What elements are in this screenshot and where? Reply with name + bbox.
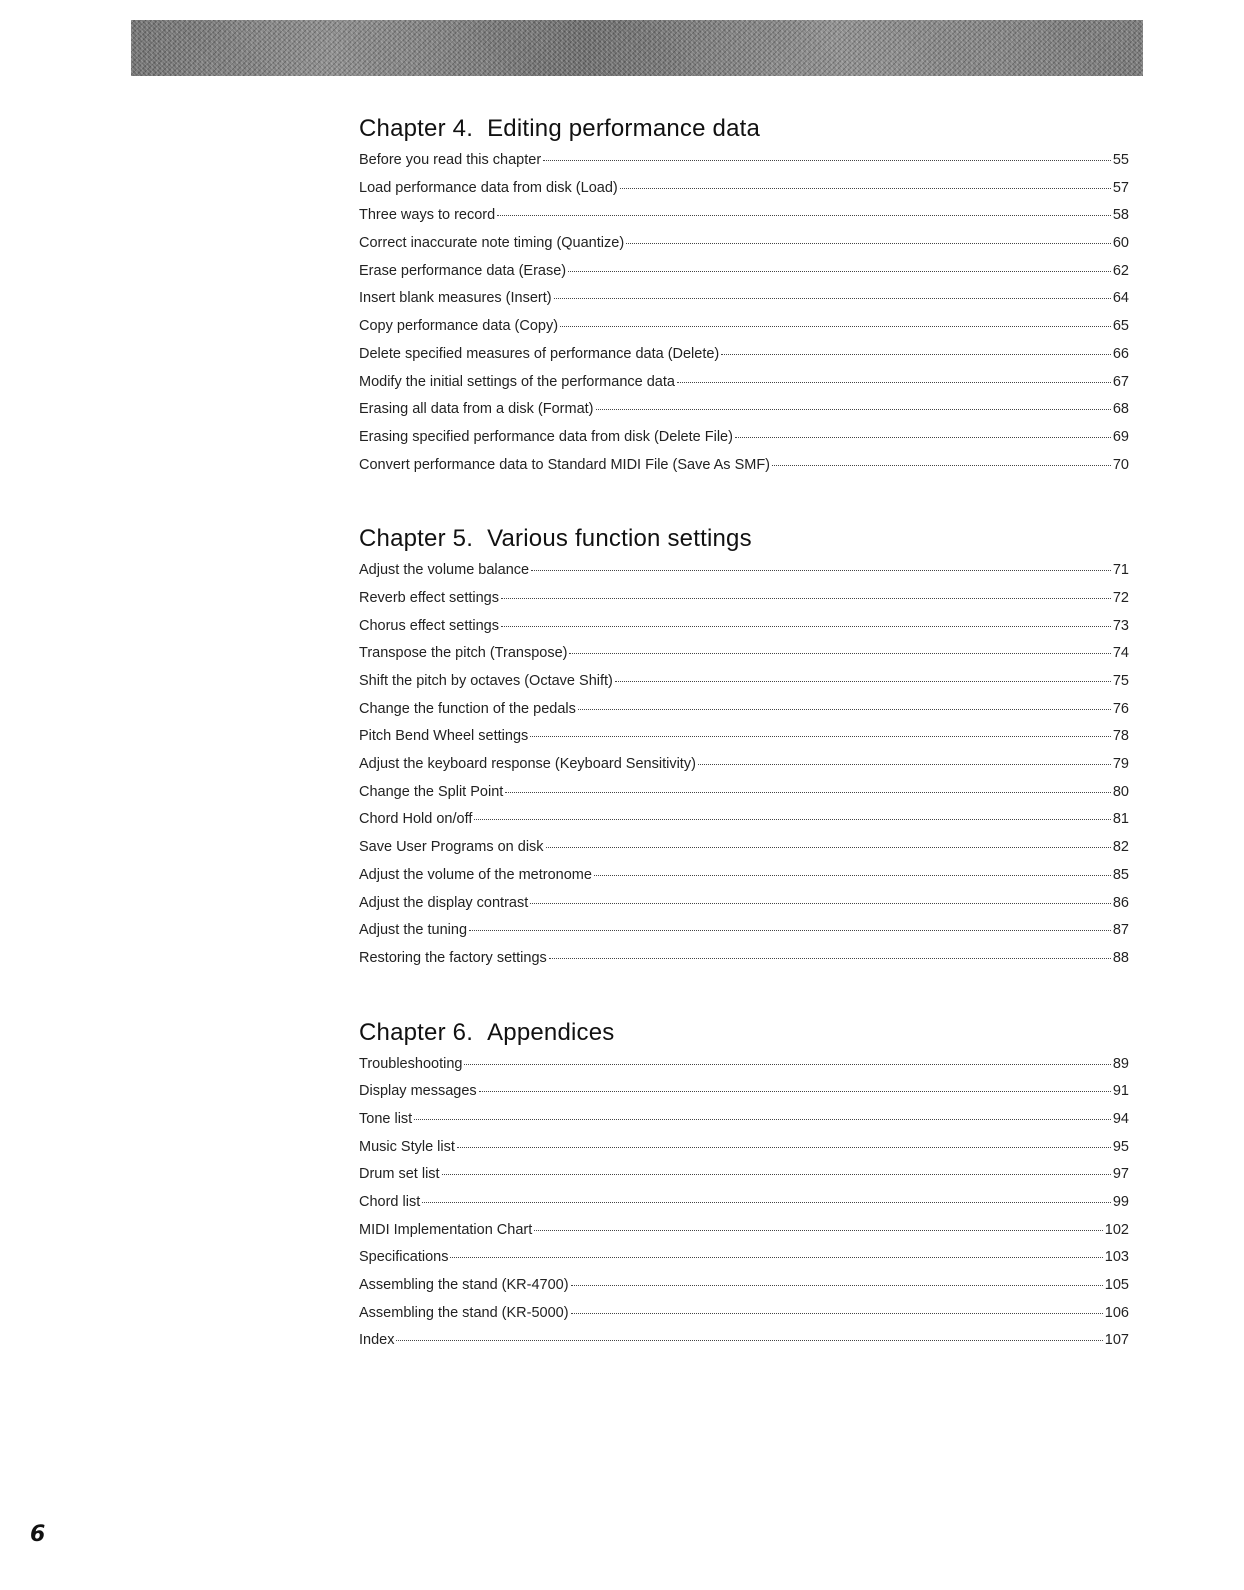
toc-entry-label: Adjust the display contrast <box>359 894 529 911</box>
toc-entry-label: Pitch Bend Wheel settings <box>359 728 529 745</box>
toc-entry[interactable] <box>359 562 1129 590</box>
toc-entry-label: Troubleshooting <box>359 1055 463 1072</box>
toc-entry-label: Delete specified measures of performance data (Delete) <box>359 345 720 362</box>
toc-entry[interactable] <box>359 811 1129 839</box>
toc-entry-label: Correct inaccurate note timing (Quantize) <box>359 235 625 252</box>
toc-entry-page: 87 <box>1112 922 1129 939</box>
toc-entry-label: Adjust the tuning <box>359 922 468 939</box>
dot-leader <box>474 819 1110 820</box>
toc-entry-label: Display messages <box>359 1083 477 1100</box>
toc-entry-page: 73 <box>1112 617 1129 634</box>
dot-leader <box>721 354 1111 355</box>
toc-entry-label: Change the Split Point <box>359 783 504 800</box>
toc-entry-page: 81 <box>1112 811 1129 828</box>
chapter-6-section <box>359 1018 1129 1361</box>
dot-leader <box>560 326 1111 327</box>
toc-entry[interactable] <box>359 950 1129 978</box>
toc-entry-label: Load performance data from disk (Load) <box>359 179 618 196</box>
toc-entry[interactable] <box>359 1332 1129 1360</box>
toc-entry[interactable] <box>359 318 1129 346</box>
toc-entry-page: 95 <box>1112 1138 1129 1155</box>
header-band <box>131 20 1143 76</box>
dot-leader <box>505 792 1111 793</box>
toc-entry-label: MIDI Implementation Chart <box>359 1221 533 1238</box>
toc-entry[interactable] <box>359 895 1129 923</box>
toc-entry-label: Restoring the factory settings <box>359 949 547 966</box>
toc-entry[interactable] <box>359 618 1129 646</box>
dot-leader <box>501 598 1111 599</box>
toc-entry-label: Adjust the volume of the metronome <box>359 866 592 883</box>
toc-entry[interactable] <box>359 1249 1129 1277</box>
dot-leader <box>735 437 1111 438</box>
toc-entry-page: 74 <box>1112 645 1129 662</box>
dot-leader <box>546 847 1111 848</box>
toc-entry-page: 94 <box>1112 1110 1129 1127</box>
dot-leader <box>554 298 1111 299</box>
toc-entry-label: Erasing specified performance data from disk (Delete File) <box>359 428 733 445</box>
toc-entry[interactable] <box>359 590 1129 618</box>
toc-entry-page: 103 <box>1104 1249 1129 1266</box>
toc-entry-label: Adjust the volume balance <box>359 562 530 579</box>
toc-entry-page: 60 <box>1112 235 1129 252</box>
toc-entry-page: 75 <box>1112 673 1129 689</box>
toc-entry[interactable] <box>359 152 1129 180</box>
toc-entry-page: 85 <box>1112 866 1129 883</box>
toc-entry[interactable] <box>359 429 1129 457</box>
toc-entry-page: 55 <box>1112 152 1129 168</box>
toc-entry[interactable] <box>359 180 1129 208</box>
toc-entry-page: 107 <box>1104 1332 1129 1349</box>
toc-entry-page: 71 <box>1112 562 1129 579</box>
toc-entry-page: 88 <box>1112 949 1129 966</box>
toc-entry-label: Three ways to record <box>359 207 496 224</box>
toc-entry-label: Erase performance data (Erase) <box>359 262 567 279</box>
toc-entry[interactable] <box>359 1111 1129 1139</box>
toc-entry-page: 82 <box>1112 839 1129 856</box>
dot-leader <box>479 1091 1111 1092</box>
toc-entry-page: 67 <box>1112 373 1129 390</box>
chapter-number: Chapter 5. <box>359 525 474 553</box>
toc-entry[interactable] <box>359 263 1129 291</box>
toc-entry-label: Save User Programs on disk <box>359 839 544 856</box>
toc-entry-page: 57 <box>1112 179 1129 196</box>
toc-entry-label: Tone list <box>359 1110 413 1127</box>
toc-entry-page: 89 <box>1112 1055 1129 1072</box>
toc-entry-label: Index <box>359 1332 395 1349</box>
toc-entry-page: 80 <box>1112 783 1129 800</box>
dot-leader <box>578 709 1111 710</box>
chapter-heading <box>359 114 1129 144</box>
toc-entry-label: Insert blank measures (Insert) <box>359 290 552 307</box>
chapter-heading <box>359 524 1129 554</box>
toc-entry[interactable] <box>359 401 1129 429</box>
dot-leader <box>501 626 1111 627</box>
dot-leader <box>531 570 1111 571</box>
dot-leader <box>450 1257 1102 1258</box>
toc-entry-page: 70 <box>1112 456 1129 473</box>
toc-entry-label: Reverb effect settings <box>359 589 499 606</box>
dot-leader <box>530 903 1111 904</box>
toc-entry-label: Drum set list <box>359 1166 440 1183</box>
toc-entry-label: Assembling the stand (KR-4700) <box>359 1277 569 1294</box>
toc-entry-label: Transpose the pitch (Transpose) <box>359 645 568 662</box>
dot-leader <box>497 215 1111 216</box>
toc-entry[interactable] <box>359 756 1129 784</box>
chapter-4-section <box>359 114 1129 484</box>
toc-entry-label: Modify the initial settings of the performance data <box>359 373 675 390</box>
chapter-title: Editing performance data <box>487 115 761 142</box>
toc-entry-label: Convert performance data to Standard MIDI File (Save As SMF) <box>359 456 770 473</box>
dot-leader <box>464 1064 1110 1065</box>
toc-entry-page: 79 <box>1112 756 1129 773</box>
dot-leader <box>442 1174 1111 1175</box>
toc-entry[interactable] <box>359 701 1129 729</box>
toc-entry[interactable] <box>359 839 1129 867</box>
dot-leader <box>457 1147 1111 1148</box>
toc-entry[interactable] <box>359 1277 1129 1305</box>
toc-entry-page: 97 <box>1112 1166 1129 1183</box>
toc-entry-label: Chord list <box>359 1194 421 1210</box>
toc-entry-page: 102 <box>1104 1221 1129 1238</box>
page-number: 6 <box>30 1522 46 1547</box>
toc-entry-page: 68 <box>1112 401 1129 418</box>
dot-leader <box>626 243 1111 244</box>
dot-leader <box>615 681 1111 682</box>
chapter-heading <box>359 1018 1129 1048</box>
dot-leader <box>469 930 1111 931</box>
dot-leader <box>677 382 1111 383</box>
dot-leader <box>534 1230 1103 1231</box>
toc-entry-page: 99 <box>1112 1194 1129 1210</box>
toc-entry-label: Change the function of the pedals <box>359 700 576 717</box>
toc-entry[interactable] <box>359 867 1129 895</box>
toc-entry-page: 65 <box>1112 318 1129 335</box>
toc-entry-page: 86 <box>1112 894 1129 911</box>
toc-entry[interactable] <box>359 1083 1129 1111</box>
dot-leader <box>594 875 1111 876</box>
toc-entry[interactable] <box>359 1194 1129 1222</box>
dot-leader <box>620 188 1111 189</box>
dot-leader <box>396 1340 1102 1341</box>
toc-entry[interactable] <box>359 290 1129 318</box>
dot-leader <box>530 736 1111 737</box>
toc-entry[interactable] <box>359 922 1129 950</box>
chapter-number: Chapter 6. <box>359 1018 474 1046</box>
dot-leader <box>596 409 1111 410</box>
dot-leader <box>569 653 1110 654</box>
toc-entry-page: 91 <box>1112 1083 1129 1100</box>
toc-entry-label: Adjust the keyboard response (Keyboard Sensitivity) <box>359 756 696 773</box>
dot-leader <box>549 958 1111 959</box>
dot-leader <box>414 1119 1111 1120</box>
toc-entry[interactable] <box>359 784 1129 812</box>
toc-entry-label: Chorus effect settings <box>359 617 499 634</box>
toc-entry[interactable] <box>359 728 1129 756</box>
toc-entry-page: 66 <box>1112 345 1129 362</box>
dot-leader <box>422 1202 1111 1203</box>
toc-entry[interactable] <box>359 374 1129 402</box>
toc-entry[interactable] <box>359 1166 1129 1194</box>
toc-entry[interactable] <box>359 1305 1129 1333</box>
toc-entry-page: 72 <box>1112 589 1129 606</box>
toc-entry-label: Chord Hold on/off <box>359 811 473 828</box>
dot-leader <box>772 465 1111 466</box>
dot-leader <box>698 764 1111 765</box>
toc-entry-page: 64 <box>1112 290 1129 307</box>
chapter-title: Appendices <box>487 1018 615 1046</box>
toc-entry-page: 106 <box>1104 1304 1129 1321</box>
toc-entry-label: Assembling the stand (KR-5000) <box>359 1304 569 1321</box>
toc-entry-label: Before you read this chapter <box>359 152 542 168</box>
toc-entry[interactable] <box>359 1056 1129 1084</box>
toc-entry[interactable] <box>359 1222 1129 1250</box>
toc-entry-page: 78 <box>1112 728 1129 745</box>
dot-leader <box>571 1313 1103 1314</box>
chapter-title: Various function settings <box>487 525 752 553</box>
toc-entry-label: Copy performance data (Copy) <box>359 318 559 335</box>
toc-entry-page: 62 <box>1112 262 1129 279</box>
toc-entry-page: 69 <box>1112 428 1129 445</box>
table-of-contents <box>359 114 1129 1400</box>
toc-entry[interactable] <box>359 207 1129 235</box>
toc-entry[interactable] <box>359 346 1129 374</box>
toc-entry-label: Erasing all data from a disk (Format) <box>359 401 594 418</box>
toc-entry[interactable] <box>359 1139 1129 1167</box>
toc-entry-page: 58 <box>1112 207 1129 224</box>
chapter-number: Chapter 4. <box>359 115 474 142</box>
toc-entry-label: Shift the pitch by octaves (Octave Shift) <box>359 673 613 689</box>
toc-entry[interactable] <box>359 235 1129 263</box>
chapter-5-section <box>359 524 1129 977</box>
toc-entry[interactable] <box>359 673 1129 701</box>
toc-entry-label: Music Style list <box>359 1138 455 1155</box>
toc-entry-page: 105 <box>1104 1277 1129 1294</box>
toc-entry-label: Specifications <box>359 1249 449 1266</box>
dot-leader <box>543 160 1111 161</box>
toc-entry[interactable] <box>359 645 1129 673</box>
dot-leader <box>568 271 1111 272</box>
dot-leader <box>571 1285 1103 1286</box>
toc-entry-page: 76 <box>1112 700 1129 717</box>
toc-entry[interactable] <box>359 457 1129 485</box>
